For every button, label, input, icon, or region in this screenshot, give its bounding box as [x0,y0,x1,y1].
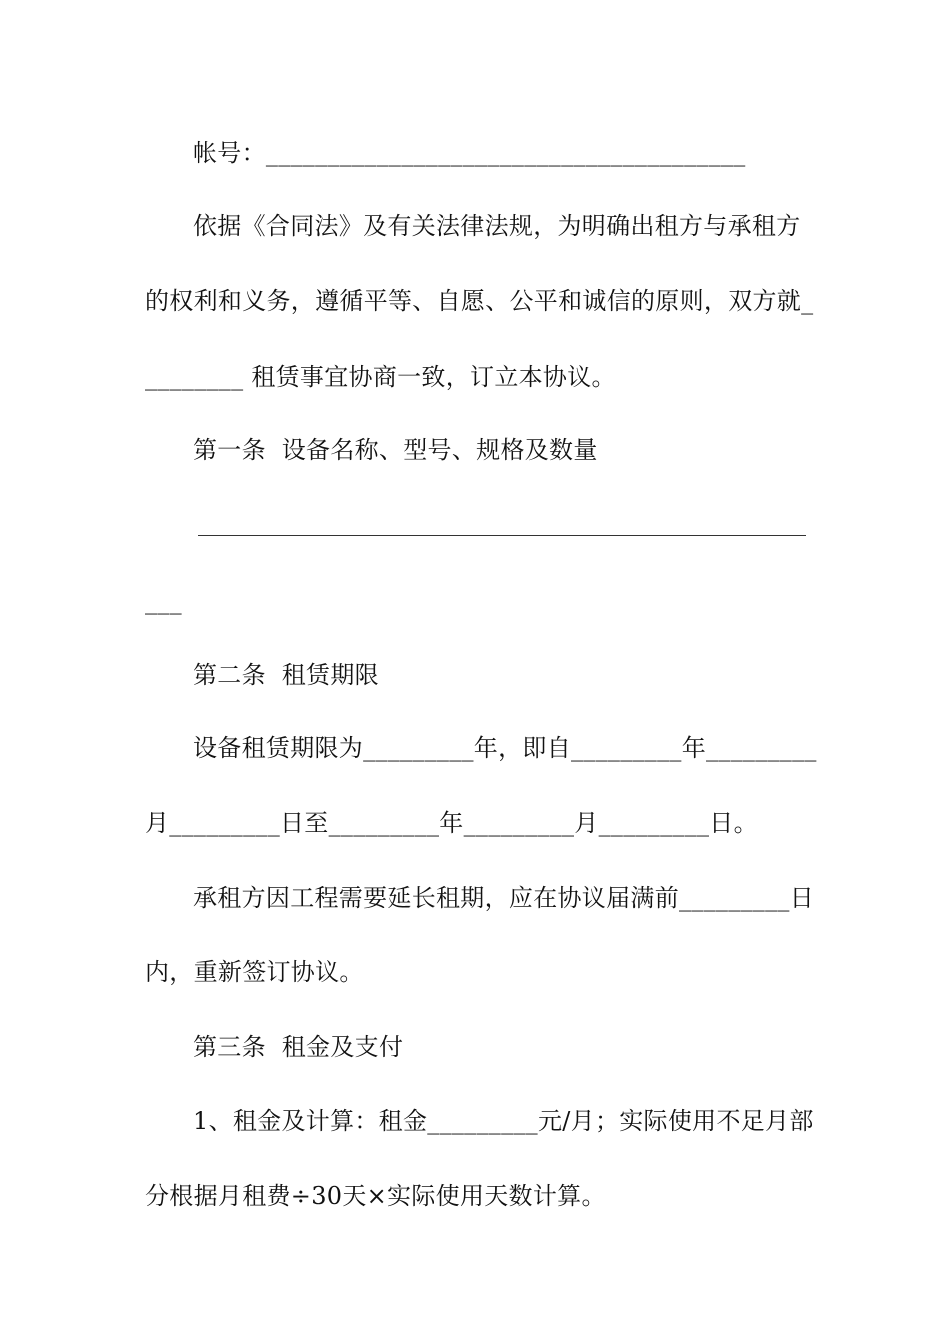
lease-term-line-1: 设备租赁期限为_________年，即自_________年_________ [193,734,817,762]
lease-term-line-2: 月_________日至_________年_________月_________日。 [145,809,758,837]
article-1-blank-tail: ___ [145,587,182,615]
account-line: 帐号：_______________________________________ [193,139,746,167]
extension-line-2: 内，重新签订协议。 [145,958,364,986]
rent-calc-line-2: 分根据月租费÷30天×实际使用天数计算。 [145,1182,606,1210]
article-3-heading: 第三条 租金及支付 [193,1033,404,1061]
rent-calc-line-1: 1、租金及计算：租金_________元/月；实际使用不足月部 [193,1107,814,1135]
paragraph-intro-line-3: ________ 租赁事宜协商一致，订立本协议。 [145,363,616,391]
extension-line-1: 承租方因工程需要延长租期，应在协议届满前_________日 [193,884,814,912]
article-1-heading: 第一条 设备名称、型号、规格及数量 [193,436,598,464]
article-2-heading: 第二条 租赁期限 [193,661,379,689]
article-1-blank-rule [198,535,806,536]
paragraph-intro-line-1: 依据《合同法》及有关法律法规，为明确出租方与承租方 [193,212,801,240]
paragraph-intro-line-2: 的权利和义务，遵循平等、自愿、公平和诚信的原则，双方就_ [145,287,814,315]
